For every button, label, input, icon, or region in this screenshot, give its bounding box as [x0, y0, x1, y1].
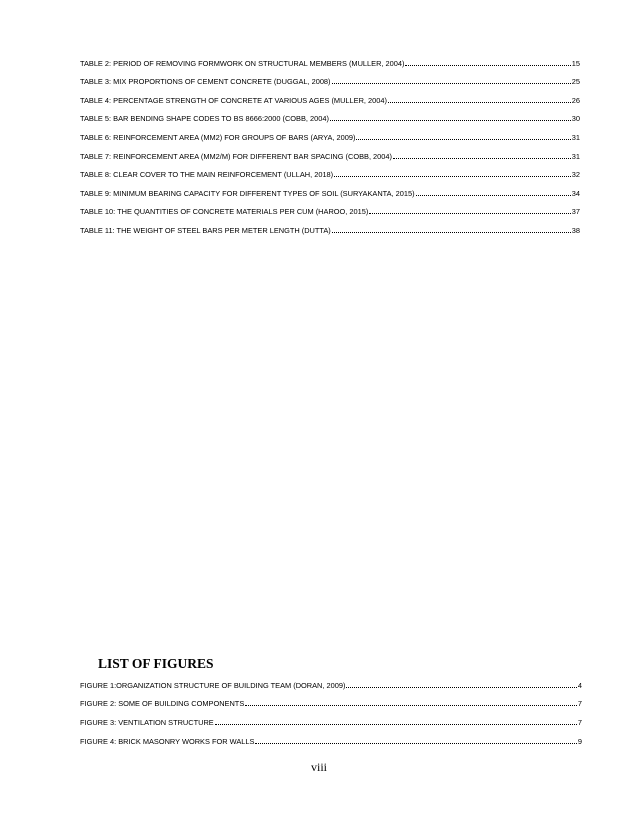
toc-entry-page: 30: [571, 114, 580, 123]
toc-entry-table-2[interactable]: [80, 59, 580, 69]
toc-leader-dots: [255, 737, 576, 744]
toc-leader-dots: [369, 207, 570, 214]
toc-entry-text: TABLE 2: PERIOD OF REMOVING FORMWORK ON STRUCTURAL MEMBERS (MULLER, 2004): [80, 59, 405, 68]
toc-leader-dots: [416, 189, 571, 196]
toc-entry-text: FIGURE 1:ORGANIZATION STRUCTURE OF BUILDING TEAM (DORAN, 2009): [80, 681, 346, 690]
toc-entry-page: 25: [571, 77, 580, 86]
toc-entry-figure-2[interactable]: [80, 699, 582, 709]
toc-leader-dots: [215, 718, 577, 725]
toc-entry-text: TABLE 4: PERCENTAGE STRENGTH OF CONCRETE AT VARIOUS AGES (MULLER, 2004): [80, 96, 387, 105]
toc-entry-table-5[interactable]: [80, 114, 580, 124]
toc-entry-table-9[interactable]: [80, 189, 580, 199]
toc-leader-dots: [332, 226, 571, 233]
toc-entry-figure-1[interactable]: [80, 681, 582, 691]
toc-entry-page: 31: [571, 133, 580, 142]
toc-leader-dots: [388, 96, 571, 103]
toc-entry-table-4[interactable]: [80, 96, 580, 106]
toc-entry-text: FIGURE 2: SOME OF BUILDING COMPONENTS: [80, 699, 245, 708]
toc-entry-page: 15: [571, 59, 580, 68]
toc-entry-page: 26: [571, 96, 580, 105]
toc-leader-dots: [405, 59, 570, 66]
toc-entry-table-6[interactable]: [80, 133, 580, 143]
toc-entry-text: TABLE 5: BAR BENDING SHAPE CODES TO BS 8666:2000 (COBB, 2004): [80, 114, 329, 123]
toc-entry-text: TABLE 6: REINFORCEMENT AREA (MM2) FOR GROUPS OF BARS (ARYA, 2009): [80, 133, 356, 142]
toc-entry-text: FIGURE 3: VENTILATION STRUCTURE: [80, 718, 214, 727]
toc-leader-dots: [334, 170, 571, 177]
toc-leader-dots: [332, 77, 571, 84]
toc-leader-dots: [356, 133, 570, 140]
toc-entry-page: 9: [577, 737, 582, 746]
toc-entry-page: 7: [577, 718, 582, 727]
toc-entry-text: TABLE 3: MIX PROPORTIONS OF CEMENT CONCRETE (DUGGAL, 2008): [80, 77, 331, 86]
toc-entry-page: 7: [577, 699, 582, 708]
toc-leader-dots: [330, 114, 571, 121]
toc-entry-table-10[interactable]: [80, 207, 580, 217]
toc-entry-figure-4[interactable]: [80, 737, 582, 747]
toc-leader-dots: [346, 681, 576, 688]
toc-entry-text: TABLE 10: THE QUANTITIES OF CONCRETE MATERIALS PER CUM (HAROO, 2015): [80, 207, 369, 216]
toc-entry-page: 34: [571, 189, 580, 198]
toc-entry-page: 31: [571, 152, 580, 161]
toc-entry-text: TABLE 7: REINFORCEMENT AREA (MM2/M) FOR DIFFERENT BAR SPACING (COBB, 2004): [80, 152, 392, 161]
toc-entry-page: 38: [571, 226, 580, 235]
toc-entry-text: TABLE 11: THE WEIGHT OF STEEL BARS PER METER LENGTH (DUTTA): [80, 226, 331, 235]
toc-entry-page: 37: [571, 207, 580, 216]
toc-entry-page: 4: [577, 681, 582, 690]
toc-entry-table-11[interactable]: [80, 226, 580, 236]
toc-entry-text: FIGURE 4: BRICK MASONRY WORKS FOR WALLS: [80, 737, 255, 746]
toc-entry-text: TABLE 8: CLEAR COVER TO THE MAIN REINFORCEMENT (ULLAH, 2018): [80, 170, 334, 179]
toc-entry-page: 32: [571, 170, 580, 179]
toc-entry-table-7[interactable]: [80, 152, 580, 162]
page-number: viii: [310, 760, 327, 774]
toc-entry-table-3[interactable]: [80, 77, 580, 87]
toc-leader-dots: [393, 152, 571, 159]
toc-leader-dots: [245, 699, 577, 706]
toc-entry-table-8[interactable]: [80, 170, 580, 180]
toc-entry-text: TABLE 9: MINIMUM BEARING CAPACITY FOR DIFFERENT TYPES OF SOIL (SURYAKANTA, 2015): [80, 189, 415, 198]
toc-entry-figure-3[interactable]: [80, 718, 582, 728]
list-of-figures-heading: LIST OF FIGURES: [98, 656, 214, 671]
